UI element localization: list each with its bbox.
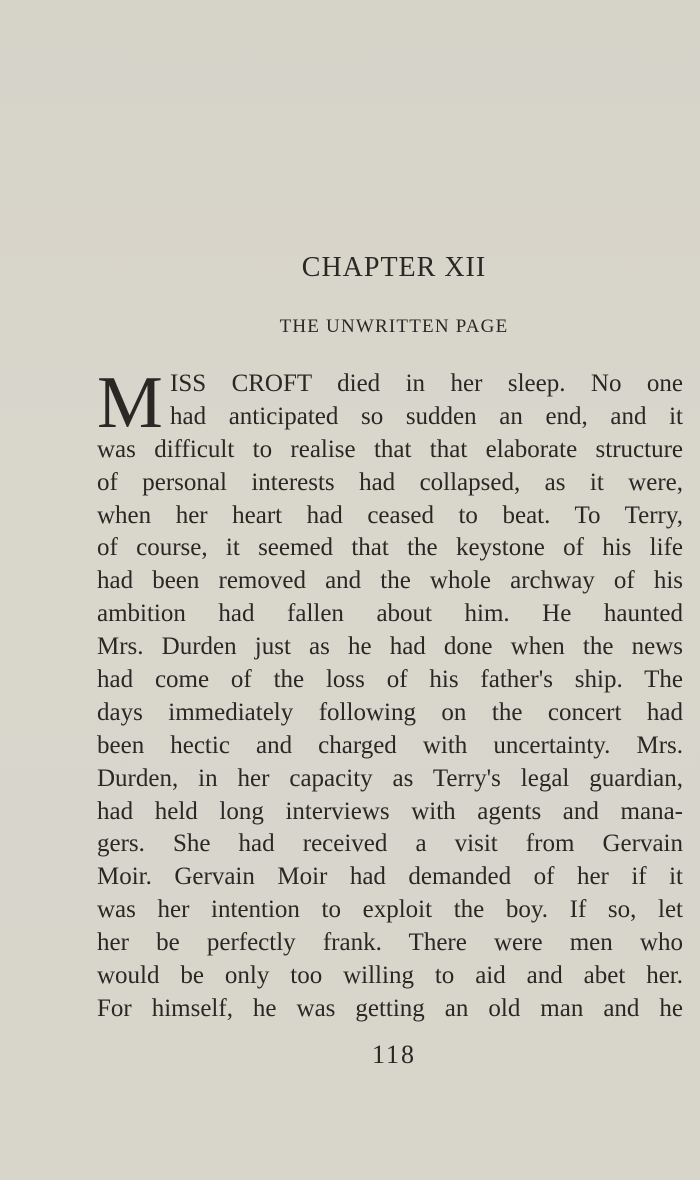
text-line: had been removed and the whole archway of his (97, 567, 683, 595)
text-line: been hectic and charged with uncertainty. Mrs. (97, 731, 683, 759)
text-line: Moir. Gervain Moir had demanded of her if it (97, 863, 683, 891)
text-line: of personal interests had collapsed, as it were, (97, 468, 683, 496)
text-line: was her intention to exploit the boy. If so, let (97, 896, 683, 924)
text-line: ISS CROFT died in her sleep. No one (170, 370, 683, 397)
page-number: 118 (371, 1040, 417, 1069)
text-line: of course, it seemed that the keystone of his life (97, 534, 683, 562)
chapter-title: CHAPTER XII (301, 252, 487, 283)
text-line: had come of the loss of his father's ship. The (97, 666, 683, 694)
text-line: would be only too willing to aid and abet her. (97, 962, 683, 990)
chapter-subtitle: THE UNWRITTEN PAGE (279, 316, 509, 337)
text-line: her be perfectly frank. There were men who (97, 929, 683, 957)
text-line: For himself, he was getting an old man and he (97, 994, 683, 1022)
text-line: Mrs. Durden just as he had done when the news (97, 633, 683, 661)
body-text (97, 362, 683, 1026)
text-line: had anticipated so sudden an end, and it (170, 402, 683, 430)
text-line: when her heart had ceased to beat. To Terry, (97, 501, 683, 529)
text-line: ambition had fallen about him. He haunted (97, 600, 683, 628)
text-line: gers. She had received a visit from Gervain (97, 830, 683, 858)
drop-cap: M (97, 362, 163, 444)
text-line: was difficult to realise that that elaborate structure (97, 435, 683, 463)
text-line: Durden, in her capacity as Terry's legal guardian, (97, 764, 683, 792)
text-line: days immediately following on the concert had (97, 698, 683, 726)
text-line: had held long interviews with agents and mana- (97, 797, 683, 825)
